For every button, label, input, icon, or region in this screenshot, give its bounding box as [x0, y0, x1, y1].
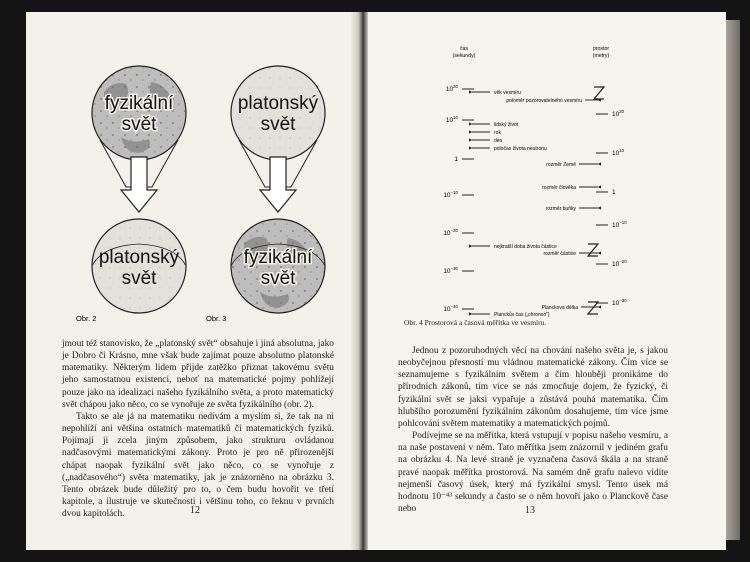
paragraph: jmout též stanovisko, že „platonský svět“ obsahuje i jiná absolutna, jako je Dobro či Krásno, mne však bude zajímat pouze absolutno platonské matematiky. Některým lidem přijde zatěžko přiznat takovému světu jeho samostatnou existenci, neboť na matematické pojmy pohlížejí pouze jako na idealizaci našeho fyzikálního světa, a proto matematický svět chápou jako něco, co se vynořuje ze světa fyzikálního (obr. 2).	[62, 339, 334, 410]
paragraph: Jednou z pozoruhodných věcí na chování našeho světa je, s jakou neobyčejnou přesností mu vládnou matematické zákony. Čím více se seznamujeme s fyzikálním světem a čím hlouběji pronikáme do přírodních zákonů, tím více se nás zmocňuje dojem, že fyzický, či fyzikální svět se jaksi vypařuje a zůstává pouhá matematika. Čím hlubšího porozumění fyzikálním zákonům dosahujeme, tím více jsme pohlcováni světem matematiky a matematických pojmů.	[398, 346, 668, 429]
figure-2-and-3	[26, 12, 356, 332]
book-edge	[726, 20, 740, 540]
time-tick-label: $10^{-30}$	[443, 266, 458, 275]
time-tick-label: $10^{20}$	[445, 84, 458, 93]
figure-4-marks	[443, 84, 627, 318]
paragraph: Podívejme se na měřítka, která vstupují v popisu našeho vesmíru, a na naše postavení v něm. Tato měřítka jsem znázornil v jediném grafu na obrázku 4. Na levé straně je vyznačena časová škála a na straně pravé naopak měřítka prostorová. Na samém dně grafu nalevo vidíte nejmenší časový úsek, který má fyzikální smysl. Tento úsek má hodnotu 10⁻⁴³ sekundy a často se o něm hovoří jako o Planckově čase nebo	[398, 431, 668, 515]
fig4-caption: Obr. 4 Prostorová a časová měřítka ve vesmíru.	[404, 318, 547, 327]
time-tick-label: 1	[454, 156, 458, 163]
time-tick-label: $10^{-20}$	[443, 228, 458, 237]
paragraph: Takto se ale já na matematiku nedívám a myslím si, že tak na ni nepohlíží ani většina ostatních matematiků či matematických fyziků. Pojímají ji zcela jiným způsobem, jako strukturu ovládanou nadčasovými matematickými zákony. Proto je pro ně přirozenější chápat naopak fyzikální svět jako něco, co se vynořuje z („nadčasového“) světa matematiky, jak je znázorněno na obrázku 3. Tento obrázek bude důležitý pro to, o čem budu hovořit ve třetí kapitole, a ilustruje ve skutečnosti i většinu toho, co řeknu v prvních dvou kapitolách.	[62, 411, 334, 520]
time-mark-label: Planckův čas („chronon“)	[494, 311, 550, 318]
fig2-top-label-line1: fyzikální	[104, 93, 174, 114]
time-mark-label: věk vesmíru	[494, 89, 521, 96]
space-mark-label: rozměr člověka	[542, 184, 576, 191]
fig2-bottom-label-line2: svět	[121, 268, 157, 289]
fig3-top-label-line1: platonský	[237, 93, 319, 114]
space-tick-label: $10^{-30}$	[612, 298, 627, 307]
space-tick-label: $10^{20}$	[612, 109, 625, 118]
fig2-down-arrow-icon	[121, 157, 157, 212]
fig2-bottom-label-line1: platonský	[98, 247, 180, 268]
figure-4-scale-chart	[368, 12, 726, 318]
scale-break-icon	[588, 244, 598, 256]
space-tick-label: $10^{10}$	[612, 148, 625, 157]
time-tick-label: $10^{10}$	[445, 115, 458, 124]
fig3-bottom-label-line2: svět	[260, 268, 296, 289]
space-tick-label: $10^{-10}$	[612, 220, 627, 229]
time-mark-label: poločas života neutronu	[494, 145, 547, 152]
page-number-left: 12	[190, 505, 200, 516]
fig3-top-label-line2: svět	[260, 114, 296, 135]
page-number-right: 13	[525, 505, 535, 516]
right-page	[368, 12, 726, 550]
left-page	[26, 12, 356, 550]
scale-break-icon	[594, 87, 604, 99]
figure-2	[76, 66, 186, 323]
space-mark-label: Planckova délka	[541, 304, 578, 311]
fig3-caption: Obr. 3	[206, 314, 227, 323]
space-mark-label: rozměr Země	[546, 161, 576, 168]
time-mark-label: lidský život	[494, 121, 519, 128]
space-mark-label: poloměr pozorovatelného vesmíru	[506, 97, 582, 104]
fig3-down-arrow-icon	[260, 157, 296, 212]
time-tick-label: $10^{-40}$	[443, 304, 458, 313]
fig3-bottom-label-line1: fyzikální	[243, 247, 313, 268]
space-tick-label: $10^{-20}$	[612, 259, 627, 268]
scale-break-icon	[588, 302, 598, 314]
time-mark-label: nejkratší doba života částice	[494, 243, 557, 250]
fig2-top-label-line2: svět	[121, 114, 157, 135]
time-mark-label: rok	[494, 129, 501, 136]
fig2-caption: Obr. 2	[76, 314, 97, 323]
time-mark-label: den	[494, 137, 503, 144]
figure-3	[206, 66, 325, 323]
space-mark-label: rozměr částice	[543, 250, 576, 257]
space-axis-header-1: prostor	[592, 46, 610, 52]
left-page-body	[62, 338, 334, 520]
right-page-body	[398, 345, 668, 515]
space-tick-label: 1	[612, 189, 616, 196]
time-axis-header-2: (sekundy)	[452, 53, 476, 59]
space-axis-header-2: (metry)	[592, 53, 610, 59]
space-mark-label: rozměr buňky	[545, 205, 576, 212]
time-axis-header-1: čas	[459, 46, 469, 52]
time-tick-label: $10^{-10}$	[443, 190, 458, 199]
